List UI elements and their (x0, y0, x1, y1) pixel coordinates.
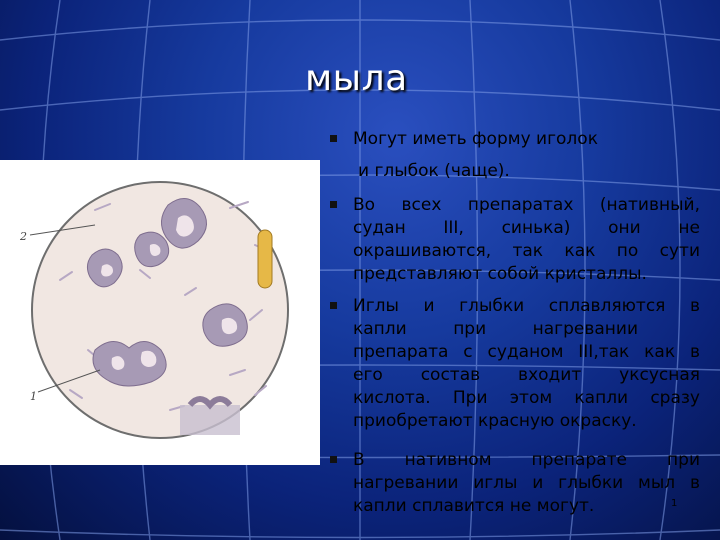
bullet-2-line-1: Во всех препаратах (нативный, (353, 195, 700, 215)
bullet-4-line-2: нагревании иглы и глыбки мыл в (353, 473, 700, 493)
figure-label-1: 1 (30, 390, 37, 403)
bullet-marker (330, 456, 337, 463)
bullet-3-line-6: приобретают красную окраску. (353, 411, 637, 431)
bullet-2-line-3: окрашиваются, так как по сути (353, 241, 700, 261)
bullet-2-line-4: представляют собой кристаллы. (353, 264, 647, 284)
bullet-marker (330, 135, 337, 142)
bullet-3-line-4: его состав входит уксусная (353, 365, 700, 385)
page-number: 1 (671, 498, 678, 509)
bullet-3-line-5: кислота. При этом капли сразу (353, 388, 700, 408)
slide-title: мыла (305, 58, 408, 99)
figure-label-2: 2 (20, 230, 27, 243)
bullet-1-line-1: Могут иметь форму иголок (353, 129, 598, 149)
bullet-3-line-2: капли при нагревании (353, 319, 638, 339)
bullet-3-line-3: препарата с суданом III,так как в (353, 342, 700, 362)
bullet-4-line-3: капли сплавится не могут. (353, 496, 595, 516)
bullet-2-line-2: судан III, синька) они не (353, 218, 700, 238)
bullet-marker (330, 201, 337, 208)
bullet-4-line-1: В нативном препарате при (353, 450, 700, 470)
bullet-3-line-1: Иглы и глыбки сплавляются в (353, 296, 700, 316)
bullet-marker (330, 302, 337, 309)
bullet-1-continuation: и глыбок (чаще). (358, 161, 510, 181)
